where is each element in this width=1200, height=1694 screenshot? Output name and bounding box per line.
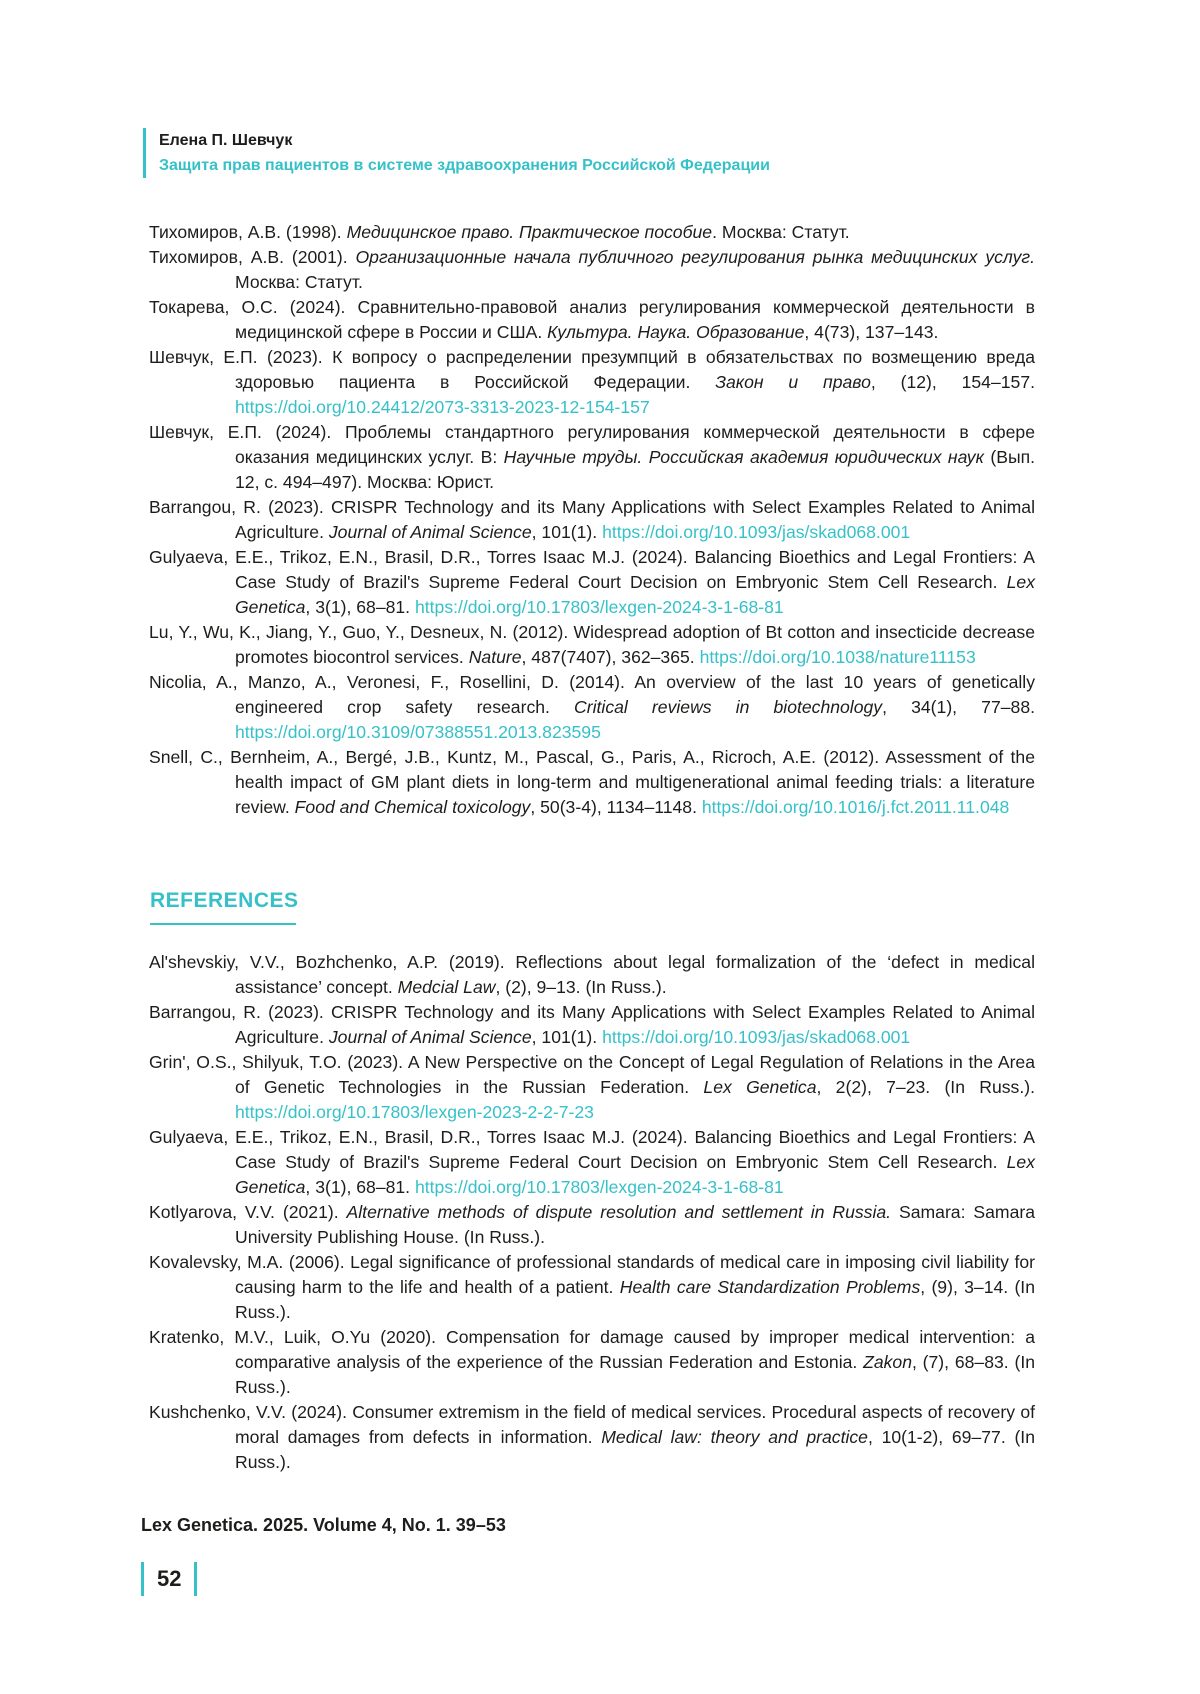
reference-text: Lu, Y., Wu, K., Jiang, Y., Guo, Y., Desneux, N. (2012). Widespread adoption of Bt cotton and insecticide decrease promotes biocontrol services.: [149, 622, 1035, 667]
reference-text: Nicolia, A., Manzo, A., Veronesi, F., Rosellini, D. (2014). An overview of the last 10 years of genetically engineered crop safety research.: [149, 672, 1035, 717]
reference-text: Тихомиров, А.В. (1998).: [149, 222, 347, 242]
reference-details: , 3(1), 68–81.: [305, 597, 415, 617]
reference-source-title: Закон и право: [715, 372, 871, 392]
reference-source-title: Медицинское право. Практическое пособие: [346, 222, 713, 242]
reference-source-title: Lex Genetica: [235, 572, 1035, 617]
reference-entry: [149, 495, 1035, 545]
reference-details: . Москва: Статут.: [712, 222, 850, 242]
reference-details: , (7), 68–83. (In Russ.).: [235, 1352, 1035, 1397]
reference-source-title: Medcial Law: [397, 977, 496, 997]
reference-doi-link[interactable]: https://doi.org/10.1093/jas/skad068.001: [602, 1027, 911, 1047]
header-article-title: Защита прав пациентов в системе здравоохранения Российской Федерации: [159, 157, 770, 174]
references-heading: REFERENCES: [150, 889, 299, 912]
reference-entry: [149, 950, 1035, 1000]
reference-source-title: Культура. Наука. Образование: [547, 322, 805, 342]
reference-text: Kushchenko, V.V. (2024). Consumer extremism in the field of medical services. Procedural aspects of recovery of moral damages from defects in information.: [149, 1402, 1035, 1447]
reference-details: , 3(1), 68–81.: [305, 1177, 415, 1197]
reference-entry: [149, 295, 1035, 345]
reference-text: Snell, C., Bernheim, A., Bergé, J.B., Kuntz, M., Pascal, G., Paris, A., Ricroch, A.E. (2012). Assessment of the health impact of GM plant diets in long-term and multigenerational animal feeding trials: a literature review.: [149, 747, 1035, 817]
reference-details: , 2(2), 7–23. (In Russ.).: [816, 1077, 1035, 1097]
reference-details: , (12), 154–157.: [870, 372, 1035, 392]
reference-text: Gulyaeva, E.E., Trikoz, E.N., Brasil, D.R., Torres Isaac M.J. (2024). Balancing Bioethics and Legal Frontiers: A Case Study of Brazil's Supreme Federal Court Decision on Embryonic Stem Cell Research.: [149, 547, 1035, 592]
reference-source-title: Lex Genetica: [703, 1077, 817, 1097]
reference-entry: [149, 620, 1035, 670]
reference-entry: [149, 745, 1035, 820]
reference-entry: [149, 545, 1035, 620]
reference-doi-link[interactable]: https://doi.org/10.17803/lexgen-2024-3-1-68-81: [414, 597, 784, 617]
header-author: Елена П. Шевчук: [159, 132, 293, 149]
reference-details: (Вып. 12, с. 494–497). Москва: Юрист.: [235, 447, 1036, 492]
reference-source-title: Critical reviews in biotechnology: [574, 697, 883, 717]
reference-entry: [149, 1400, 1035, 1475]
reference-doi-link[interactable]: https://doi.org/10.24412/2073-3313-2023-12-154-157: [235, 397, 650, 417]
reference-details: Samara: Samara University Publishing House. (In Russ.).: [235, 1202, 1035, 1247]
reference-details: , 101(1).: [531, 1027, 603, 1047]
reference-text: Тихомиров, А.В. (2001).: [149, 247, 356, 267]
reference-details: , 34(1), 77–88.: [882, 697, 1035, 717]
reference-entry: [149, 245, 1035, 295]
running-header: [143, 128, 770, 178]
reference-doi-link[interactable]: https://doi.org/10.3109/07388551.2013.823595: [235, 722, 601, 742]
reference-text: Barrangou, R. (2023). CRISPR Technology and its Many Applications with Select Examples Related to Animal Agriculture.: [149, 1002, 1035, 1047]
reference-text: Kratenko, M.V., Luik, O.Yu (2020). Compensation for damage caused by improper medical intervention: a comparative analysis of the experience of the Russian Federation and Estonia.: [149, 1327, 1035, 1372]
reference-entry: [149, 1000, 1035, 1050]
references-heading-underline: [150, 923, 296, 925]
reference-doi-link[interactable]: https://doi.org/10.17803/lexgen-2023-2-2-7-23: [235, 1102, 594, 1122]
reference-entry: [149, 670, 1035, 745]
reference-text: Kotlyarova, V.V. (2021).: [149, 1202, 347, 1222]
reference-entry: [149, 345, 1035, 420]
reference-doi-link[interactable]: https://doi.org/10.1016/j.fct.2011.11.048: [701, 797, 1010, 817]
reference-entry: [149, 1250, 1035, 1325]
reference-entry: [149, 1325, 1035, 1400]
reference-source-title: Journal of Animal Science: [328, 1027, 532, 1047]
reference-details: , 101(1).: [531, 522, 603, 542]
reference-details: , 10(1-2), 69–77. (In Russ.).: [235, 1427, 1035, 1472]
russian-reference-list: [149, 220, 1035, 820]
reference-source-title: Medical law: theory and practice: [601, 1427, 868, 1447]
reference-text: Kovalevsky, M.A. (2006). Legal significance of professional standards of medical care in imposing civil liability for causing harm to the life and health of a patient.: [149, 1252, 1035, 1297]
reference-details: , (9), 3–14. (In Russ.).: [235, 1277, 1035, 1322]
reference-entry: [149, 220, 1035, 245]
reference-details: , 487(7407), 362–365.: [521, 647, 700, 667]
reference-text: Шевчук, Е.П. (2024). Проблемы стандартного регулирования коммерческой деятельности в сфере оказания медицинских услуг. В:: [149, 422, 1035, 467]
reference-details: , 50(3-4), 1134–1148.: [530, 797, 702, 817]
page-number: 52: [141, 1562, 197, 1596]
reference-details: , (2), 9–13. (In Russ.).: [495, 977, 667, 997]
reference-details: Москва: Статут.: [235, 272, 363, 292]
reference-source-title: Научные труды. Российская академия юридических наук: [503, 447, 984, 467]
reference-source-title: Nature: [468, 647, 522, 667]
reference-source-title: Journal of Animal Science: [328, 522, 532, 542]
reference-source-title: Lex Genetica: [235, 1152, 1035, 1197]
reference-text: Barrangou, R. (2023). CRISPR Technology and its Many Applications with Select Examples Related to Animal Agriculture.: [149, 497, 1035, 542]
reference-doi-link[interactable]: https://doi.org/10.17803/lexgen-2024-3-1-68-81: [414, 1177, 784, 1197]
reference-source-title: Организационные начала публичного регулирования рынка медицинских услуг.: [355, 247, 1035, 267]
reference-source-title: Alternative methods of dispute resolution and settlement in Russia.: [346, 1202, 892, 1222]
reference-text: Токарева, О.С. (2024). Сравнительно-правовой анализ регулирования коммерческой деятельности в медицинской сфере в России и США.: [149, 297, 1035, 342]
reference-doi-link[interactable]: https://doi.org/10.1093/jas/skad068.001: [602, 522, 911, 542]
reference-source-title: Zakon: [863, 1352, 912, 1372]
reference-text: Gulyaeva, E.E., Trikoz, E.N., Brasil, D.R., Torres Isaac M.J. (2024). Balancing Bioethics and Legal Frontiers: A Case Study of Brazil's Supreme Federal Court Decision on Embryonic Stem Cell Research.: [149, 1127, 1035, 1172]
reference-text: Шевчук, Е.П. (2023). К вопросу о распределении презумпций в обязательствах по возмещению вреда здоровью пациента в Российской Федерации.: [149, 347, 1035, 392]
reference-entry: [149, 1125, 1035, 1200]
reference-text: Al'shevskiy, V.V., Bozhchenko, A.P. (2019). Reflections about legal formalization of the ‘defect in medical assistance’ concept.: [149, 952, 1035, 997]
reference-doi-link[interactable]: https://doi.org/10.1038/nature11153: [699, 647, 976, 667]
reference-text: Grin', O.S., Shilyuk, T.O. (2023). A New Perspective on the Concept of Legal Regulation of Relations in the Area of Genetic Technologies in the Russian Federation.: [149, 1052, 1035, 1097]
reference-details: , 4(73), 137–143.: [804, 322, 939, 342]
reference-entry: [149, 1200, 1035, 1250]
footer-journal-citation: Lex Genetica. 2025. Volume 4, No. 1. 39–53: [141, 1515, 506, 1535]
reference-source-title: Health care Standardization Problems: [619, 1277, 921, 1297]
english-reference-list: [149, 950, 1035, 1475]
reference-entry: [149, 420, 1035, 495]
reference-entry: [149, 1050, 1035, 1125]
reference-source-title: Food and Chemical toxicology: [294, 797, 531, 817]
